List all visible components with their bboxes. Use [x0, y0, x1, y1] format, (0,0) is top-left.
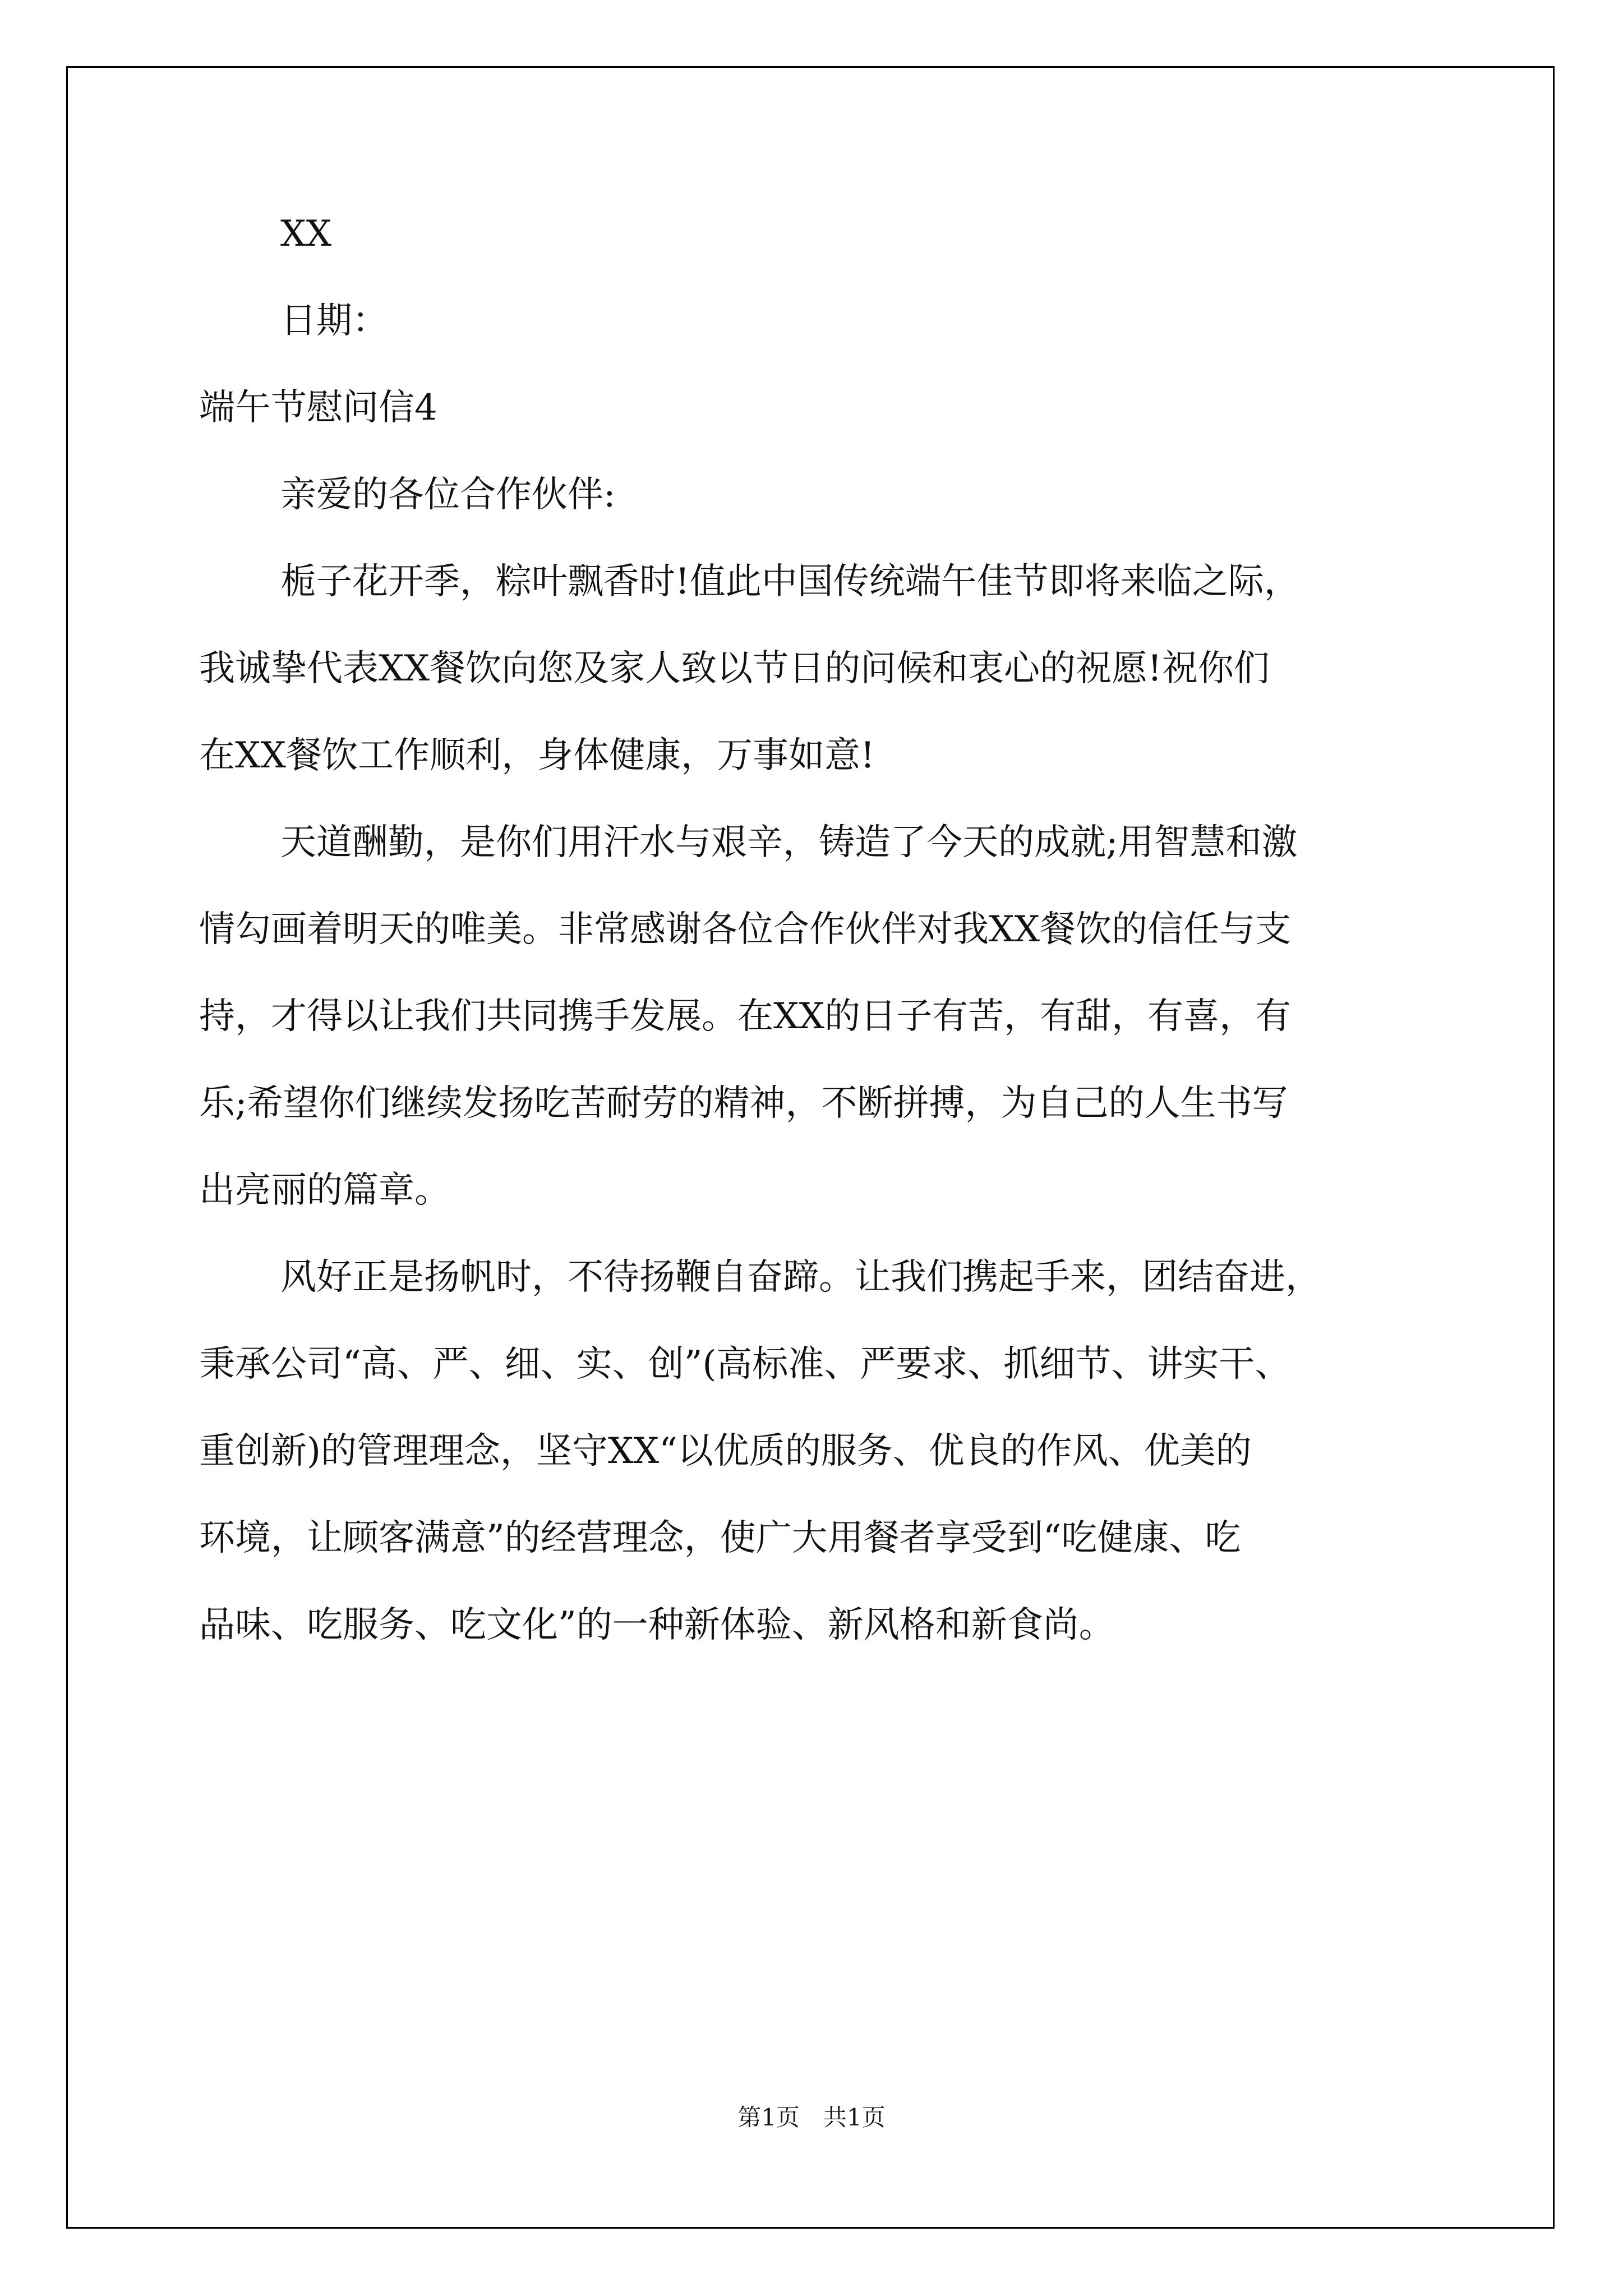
paragraph-3-line-5: 品味、吃服务、吃文化”的一种新体验、新风格和新食尚。 — [199, 1604, 1115, 1646]
signature-line: XX — [280, 213, 332, 255]
paragraph-3-line-4: 环境，让顾客满意”的经营理念，使广大用餐者享受到“吃健康、吃 — [199, 1517, 1241, 1559]
paragraph-2-line-1: 天道酬勤，是你们用汗水与艰辛，铸造了今天的成就;用智慧和激 — [280, 822, 1298, 863]
salutation: 亲爱的各位合作伙伴: — [280, 474, 616, 516]
paragraph-1-line-2: 我诚挚代表XX餐饮向您及家人致以节日的问候和衷心的祝愿!祝你们 — [199, 648, 1270, 689]
date-label: 日期： — [280, 300, 388, 342]
paragraph-2-line-3: 持，才得以让我们共同携手发展。在XX的日子有苦，有甜，有喜，有 — [199, 996, 1292, 1037]
page-footer: 第1页 共1页 — [737, 2104, 886, 2131]
paragraph-3-line-2: 秉承公司“高、严、细、实、创”(高标准、严要求、抓细节、讲实干、 — [199, 1343, 1291, 1385]
paragraph-1-line-1: 栀子花开季，粽叶飘香时!值此中国传统端午佳节即将来临之际， — [280, 561, 1300, 602]
paragraph-3-line-1: 风好正是扬帆时，不待扬鞭自奋蹄。让我们携起手来，团结奋进， — [280, 1257, 1321, 1298]
paragraph-2-line-2: 情勾画着明天的唯美。非常感谢各位合作伙伴对我XX餐饮的信任与支 — [199, 909, 1292, 950]
paragraph-3-line-3: 重创新)的管理理念，坚守XX“以优质的服务、优良的作风、优美的 — [199, 1430, 1252, 1472]
paragraph-2-line-4: 乐;希望你们继续发扬吃苦耐劳的精神，不断拼搏，为自己的人生书写 — [199, 1083, 1288, 1124]
paragraph-2-line-5: 出亮丽的篇章。 — [199, 1170, 450, 1211]
paragraph-1-line-3: 在XX餐饮工作顺利，身体健康，万事如意! — [199, 735, 875, 776]
letter-heading: 端午节慰问信4 — [199, 387, 437, 429]
